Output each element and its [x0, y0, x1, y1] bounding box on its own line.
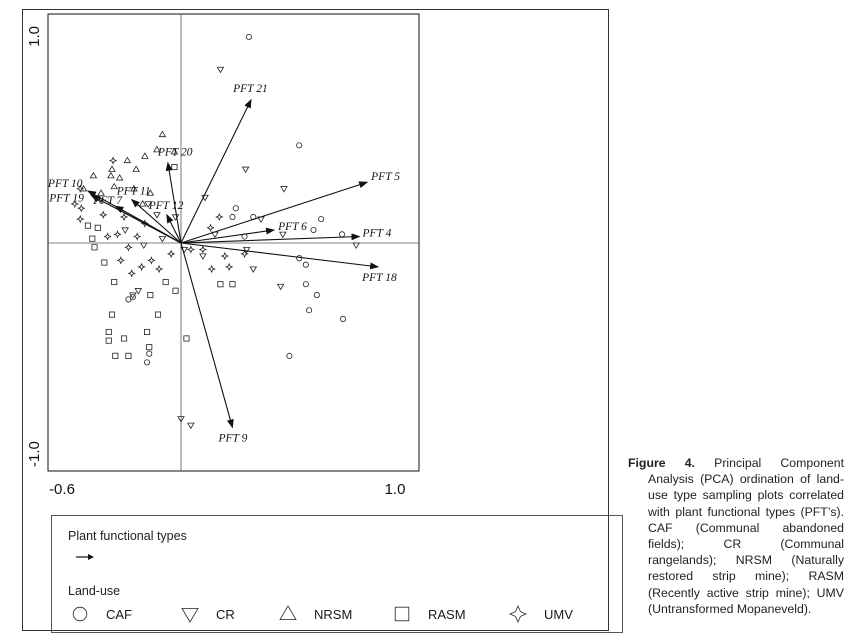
- point-cr: [353, 243, 359, 248]
- point-cr: [154, 213, 160, 218]
- legend-item-label: NRSM: [314, 606, 353, 622]
- y-tick-label: -1.0: [26, 441, 43, 467]
- point-nrsm: [133, 166, 139, 171]
- point-rasm: [163, 279, 168, 284]
- figure-frame: [22, 9, 609, 631]
- point-umv: [148, 257, 154, 263]
- point-caf: [306, 308, 311, 313]
- point-rasm: [144, 329, 149, 334]
- point-caf: [314, 292, 319, 297]
- point-cr: [159, 236, 165, 241]
- point-cr: [141, 243, 147, 248]
- point-umv: [241, 251, 247, 257]
- point-caf: [246, 34, 251, 39]
- point-rasm: [106, 329, 111, 334]
- point-umv: [105, 233, 111, 239]
- point-cr: [200, 254, 206, 259]
- caption-label: Figure 4.: [628, 456, 695, 470]
- point-rasm: [85, 223, 90, 228]
- square-icon: [392, 604, 412, 624]
- point-nrsm: [117, 175, 123, 180]
- vector-pft-21: [181, 100, 251, 243]
- point-umv: [216, 214, 222, 220]
- point-caf: [233, 206, 238, 211]
- point-umv: [134, 233, 140, 239]
- vector-label: PFT 11: [116, 185, 151, 198]
- legend-landuse-title: Land-use: [68, 584, 121, 598]
- point-umv: [168, 251, 174, 257]
- legend-item-label: CAF: [106, 606, 132, 622]
- point-umv: [156, 266, 162, 272]
- point-umv: [222, 253, 228, 259]
- point-caf: [311, 227, 316, 232]
- point-rasm: [113, 353, 118, 358]
- legend-item-label: CR: [216, 606, 235, 622]
- legend-item-nrsm: [278, 604, 352, 624]
- vector-label: PFT 9: [218, 432, 248, 445]
- point-nrsm: [90, 173, 96, 178]
- point-umv: [138, 264, 144, 270]
- pca-biplot: [23, 10, 608, 508]
- point-rasm: [90, 236, 95, 241]
- legend-item-caf: [70, 604, 132, 624]
- point-rasm: [218, 282, 223, 287]
- point-cr: [188, 423, 194, 428]
- point-umv: [129, 270, 135, 276]
- x-tick-label: 1.0: [384, 481, 406, 498]
- star-icon: [508, 604, 528, 624]
- point-caf: [297, 143, 302, 148]
- legend-item-cr: [180, 604, 235, 624]
- vector-label: PFT 7: [93, 195, 123, 208]
- point-rasm: [148, 292, 153, 297]
- point-rasm: [147, 345, 152, 350]
- legend-item-umv: [508, 604, 573, 624]
- point-umv: [100, 212, 106, 218]
- vector-label: PFT 18: [362, 271, 397, 284]
- vector-label: PFT 4: [362, 227, 392, 240]
- legend-item-rasm: [392, 604, 466, 624]
- x-tick-label: -0.6: [49, 481, 75, 498]
- point-rasm: [155, 312, 160, 317]
- legend-pft-title: Plant functional types: [68, 529, 187, 543]
- legend-arrow-icon: [76, 552, 96, 562]
- vector-label: PFT 20: [157, 146, 193, 159]
- point-umv: [209, 266, 215, 272]
- vector-label: PFT 12: [148, 199, 184, 212]
- point-rasm: [95, 225, 100, 230]
- point-nrsm: [108, 173, 114, 178]
- point-nrsm: [159, 131, 165, 136]
- point-nrsm: [124, 157, 130, 162]
- vector-label: PFT 6: [278, 220, 307, 233]
- legend-item-label: RASM: [428, 606, 466, 622]
- point-cr: [250, 267, 256, 272]
- point-rasm: [172, 164, 177, 169]
- point-umv: [118, 257, 124, 263]
- point-caf: [297, 256, 302, 261]
- point-cr: [217, 67, 223, 72]
- point-rasm: [106, 338, 111, 343]
- vector-label: PFT 21: [233, 82, 268, 95]
- circle-icon: [70, 604, 90, 624]
- point-caf: [340, 316, 345, 321]
- point-umv: [226, 264, 232, 270]
- triangle-up-icon: [278, 604, 298, 624]
- point-rasm: [121, 336, 126, 341]
- point-umv: [77, 216, 83, 222]
- point-rasm: [184, 336, 189, 341]
- point-caf: [230, 214, 235, 219]
- point-nrsm: [109, 166, 115, 171]
- point-cr: [172, 215, 178, 220]
- vector-label: PFT 5: [371, 171, 401, 184]
- point-umv: [188, 246, 194, 252]
- point-umv: [200, 246, 206, 252]
- point-caf: [339, 232, 344, 237]
- point-rasm: [102, 260, 107, 265]
- vector-pft-18: [181, 243, 378, 267]
- point-umv: [114, 231, 120, 237]
- point-rasm: [92, 245, 97, 250]
- point-nrsm: [142, 153, 148, 158]
- vector-label: PFT 19: [49, 192, 84, 205]
- legend-item-label: UMV: [544, 606, 573, 622]
- point-caf: [319, 216, 324, 221]
- point-rasm: [126, 353, 131, 358]
- vector-pft-9: [181, 243, 232, 427]
- point-umv: [207, 225, 213, 231]
- pft-vectors: [88, 100, 378, 428]
- vector-label: PFT 10: [47, 177, 83, 190]
- point-cr: [243, 167, 249, 172]
- point-umv: [78, 205, 84, 211]
- point-rasm: [112, 279, 117, 284]
- point-cr: [278, 284, 284, 289]
- point-cr: [281, 187, 287, 192]
- point-umv: [121, 214, 127, 220]
- point-caf: [303, 262, 308, 267]
- point-caf: [144, 360, 149, 365]
- point-umv: [110, 157, 116, 163]
- legend-box: [51, 515, 623, 633]
- point-caf: [147, 351, 152, 356]
- point-rasm: [109, 312, 114, 317]
- point-caf: [287, 353, 292, 358]
- point-caf: [126, 297, 131, 302]
- point-cr: [122, 228, 128, 233]
- point-rasm: [230, 282, 235, 287]
- y-tick-label: 1.0: [26, 26, 43, 47]
- triangle-down-icon: [180, 604, 200, 624]
- point-umv: [125, 244, 131, 250]
- caption-text: Principal Component Analysis (PCA) ordination of land-use type sampling plots correlated with plant functional types (PFT’s). CAF (Communal abandoned fields); CR (Communal rangelands); NRSM (Naturally restored strip mine); RASM (Recently active strip mine); UMV (Untransformed Mopaneveld).: [648, 456, 844, 616]
- figure-caption: [628, 455, 844, 617]
- point-caf: [303, 282, 308, 287]
- axis-ticks: [26, 26, 405, 498]
- point-rasm: [173, 288, 178, 293]
